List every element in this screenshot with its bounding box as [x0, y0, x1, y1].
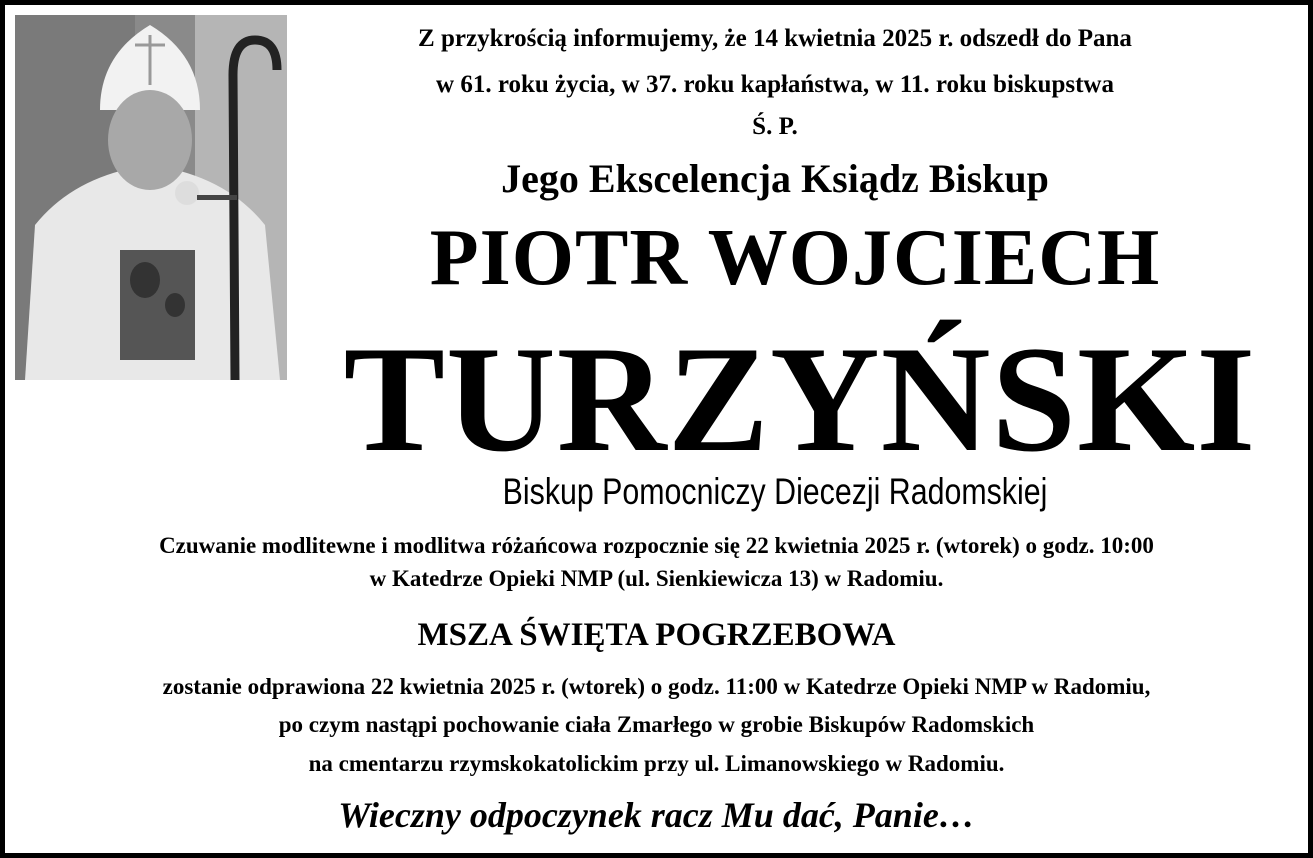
role-title: Biskup Pomocniczy Diecezji Radomskiej [502, 471, 1048, 512]
mass-detail-line-1: zostanie odprawiona 22 kwietnia 2025 r. (wtorek) o godz. 11:00 w Katedrze Opieki NMP w Radomiu, [162, 674, 1151, 699]
obituary-notice [5, 5, 1308, 853]
surname: TURZYŃSKI [343, 315, 1257, 483]
bishop-portrait-photo [15, 15, 287, 380]
mass-detail-line-2: po czym nastąpi pochowanie ciała Zmarłego w grobie Biskupów Radomskich [278, 712, 1035, 737]
vigil-line-2: w Katedrze Opieki NMP (ul. Sienkiewicza 13) w Radomiu. [369, 566, 944, 591]
mass-detail-line-3: na cmentarzu rzymskokatolickim przy ul. Limanowskiego w Radomiu. [308, 751, 1005, 776]
honorific-title: Jego Ekscelencja Ksiądz Biskup [501, 156, 1049, 201]
closing-prayer: Wieczny odpoczynek racz Mu dać, Panie… [338, 795, 975, 835]
abbrev-sp: Ś. P. [752, 113, 798, 140]
intro-line-1: Z przykrością informujemy, że 14 kwietnia 2025 r. odszedł do Pana [418, 25, 1132, 52]
intro-line-2: w 61. roku życia, w 37. roku kapłaństwa, w 11. roku biskupstwa [436, 71, 1114, 98]
vigil-line-1: Czuwanie modlitewne i modlitwa różańcowa rozpocznie się 22 kwietnia 2025 r. (wtorek) o godz. 10:00 [159, 533, 1154, 558]
mass-heading: MSZA ŚWIĘTA POGRZEBOWA [417, 617, 896, 653]
first-names: PIOTR WOJCIECH [429, 214, 1161, 302]
